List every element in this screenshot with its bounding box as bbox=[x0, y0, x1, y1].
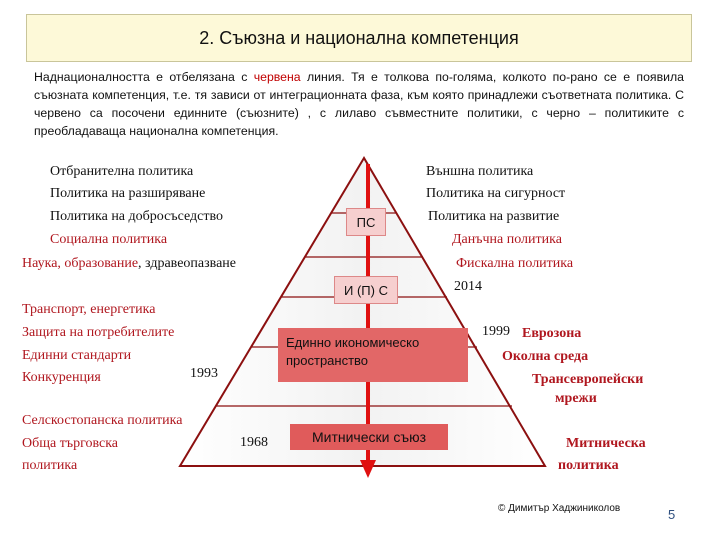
intro-red-word: червена bbox=[253, 70, 301, 84]
year-1999: 1999 bbox=[482, 324, 510, 339]
idc-box: И (П) С bbox=[334, 276, 398, 304]
single-economic-space-box bbox=[278, 328, 468, 382]
left-policy-defence: Отбранителна политика bbox=[50, 164, 194, 179]
year-1993: 1993 bbox=[190, 366, 218, 381]
right-policy-development: Политика на развитие bbox=[428, 209, 560, 224]
ps-box: ПС bbox=[346, 208, 386, 236]
pyramid-shape bbox=[180, 158, 545, 466]
left-policy-consumer: Защита на потребителите bbox=[22, 325, 175, 340]
left-policy-social: Социална политика bbox=[50, 232, 168, 247]
single-economic-line1: Единно икономическо bbox=[286, 335, 420, 350]
page-number: 5 bbox=[668, 507, 676, 522]
left-policy-science-red: Наука, образование bbox=[22, 256, 139, 271]
right-policy-eurozone: Еврозона bbox=[522, 326, 582, 341]
right-policy-tax: Данъчна политика bbox=[452, 232, 562, 247]
left-policy-trade-line2: политика bbox=[22, 458, 78, 473]
right-policy-foreign: Външна политика bbox=[426, 164, 534, 179]
copyright-footer: © Димитър Хаджиниколов bbox=[498, 503, 621, 514]
single-economic-line2: пространство bbox=[286, 353, 369, 368]
left-policy-science bbox=[22, 256, 236, 272]
left-policy-science-suffix: , здравеопазване bbox=[138, 256, 236, 271]
slide-title: 2. Съюзна и национална компетенция bbox=[199, 27, 519, 48]
supranationality-arrow-head bbox=[360, 460, 376, 478]
right-policy-environment: Околна среда bbox=[502, 349, 589, 364]
right-policy-security: Политика на сигурност bbox=[426, 186, 566, 201]
left-policy-competition: Конкуренция bbox=[22, 370, 101, 385]
left-policy-standards: Единни стандарти bbox=[22, 348, 132, 363]
left-policy-transport: Транспорт, енергетика bbox=[22, 302, 156, 317]
year-1968: 1968 bbox=[240, 435, 268, 450]
customs-union-box: Митнически съюз bbox=[290, 424, 448, 450]
left-policy-trade: Обща търговска bbox=[22, 436, 119, 451]
left-policy-neighbourhood: Политика на добросъседство bbox=[50, 209, 223, 224]
intro-part1: Наднационалността е отбелязана с bbox=[34, 70, 254, 84]
left-policy-enlargement: Политика на разширяване bbox=[50, 186, 206, 201]
right-policy-fiscal: Фискална политика bbox=[456, 256, 574, 271]
year-2014: 2014 bbox=[454, 279, 482, 294]
right-policy-networks: Трансевропейски bbox=[532, 372, 644, 387]
right-policy-networks-line2: мрежи bbox=[555, 391, 597, 406]
right-policy-customs: Митническа bbox=[566, 436, 646, 451]
left-policy-agriculture: Селскостопанска политика bbox=[22, 413, 183, 428]
right-policy-customs-line2: политика bbox=[558, 458, 619, 473]
intro-part2: линия. Тя е толкова по-голяма, колкото по-рано се е появила съюзната компетенция, т.е. тя зависи от интеграционната фаза, към която принадлежи съответната политика. С червено са посочени единните (съюзните) , с лилаво съвместните политики, с черно – политиките с преобладаваща национална компетенция. bbox=[34, 70, 684, 138]
